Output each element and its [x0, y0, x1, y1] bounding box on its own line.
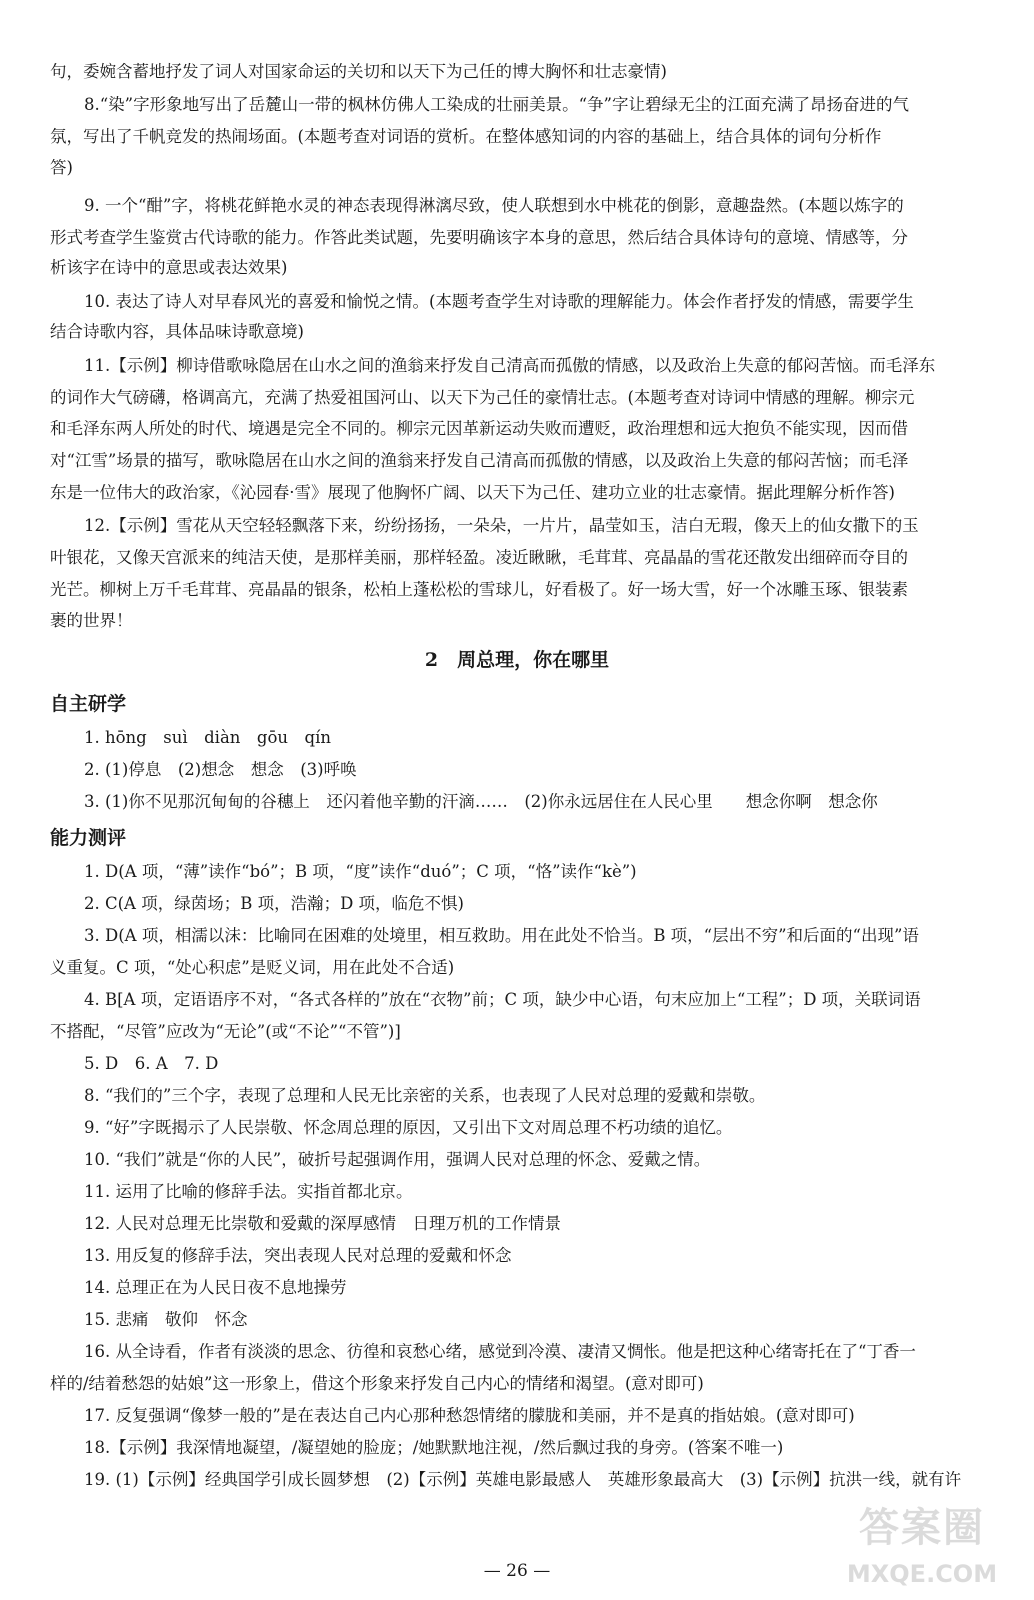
test-answer-1: 1. D(A 项，“薄”读作“bó”；B 项，“度”读作“duó”；C 项，“恪”读作“kè”) — [84, 862, 637, 881]
heading-self-study: 自主研学 — [50, 693, 127, 715]
answer-10: 10. 表达了诗人对早春风光的喜爱和愉悦之情。(本题考查学生对诗歌的理解能力。体会作者抒发的情感，需要学生 — [84, 292, 914, 311]
text-line: 句，委婉含蓄地抒发了词人对国家命运的关切和以天下为己任的博大胸怀和壮志豪情) — [50, 62, 667, 81]
answer-8: 8.“染”字形象地写出了岳麓山一带的枫林仿佛人工染成的壮丽美景。“争”字让碧绿无尘的江面充满了昂扬奋进的气 — [84, 95, 909, 114]
answer-11: 11.【示例】柳诗借歌咏隐居在山水之间的渔翁来抒发自己清高而孤傲的情感，以及政治上失意的郁闷苦恼。而毛泽东 — [84, 356, 936, 375]
test-answer-17: 17. 反复强调“像梦一般的”是在表达自己内心那种愁怨情绪的朦胧和美丽，并不是真的指姑娘。(意对即可) — [84, 1406, 855, 1425]
text-line: 形式考查学生鉴赏古代诗歌的能力。作答此类试题，先要明确该字本身的意思，然后结合具体诗句的意境、情感等，分 — [50, 228, 908, 247]
heading-ability-test: 能力测评 — [50, 827, 127, 849]
watermark-seal: 答案圈 — [859, 1505, 985, 1551]
text-line: 不搭配，“尽管”应改为“无论”(或“不论”“不管”)] — [50, 1022, 401, 1041]
answer-12: 12.【示例】雪花从天空轻轻飘落下来，纷纷扬扬，一朵朵，一片片，晶莹如玉，洁白无瑕，像天上的仙女撒下的玉 — [84, 516, 919, 535]
test-answer-15: 15. 悲痛 敬仰 怀念 — [84, 1310, 248, 1329]
test-answer-14: 14. 总理正在为人民日夜不息地操劳 — [84, 1278, 347, 1297]
test-answer-8: 8. “我们的”三个字，表现了总理和人民无比亲密的关系，也表现了人民对总理的爱戴和崇敬。 — [84, 1086, 766, 1105]
test-answer-2: 2. C(A 项，绿茵场；B 项，浩瀚；D 项，临危不惧) — [84, 894, 464, 913]
self-study-answer-2: 2. (1)停息 (2)想念 想念 (3)呼唤 — [84, 760, 357, 779]
text-line: 的词作大气磅礴，格调高亢，充满了热爱祖国河山、以天下为己任的豪情壮志。(本题考查对诗词中情感的理解。柳宗元 — [50, 388, 915, 407]
test-answer-10: 10. “我们”就是“你的人民”，破折号起强调作用，强调人民对总理的怀念、爱戴之情。 — [84, 1150, 711, 1169]
test-answer-12: 12. 人民对总理无比崇敬和爱戴的深厚感情 日理万机的工作情景 — [84, 1214, 561, 1233]
test-answer-18: 18.【示例】我深情地凝望，/凝望她的脸庞；/她默默地注视，/然后飘过我的身旁。(答案不唯一) — [84, 1438, 784, 1457]
answer-9: 9. 一个“酣”字，将桃花鲜艳水灵的神态表现得淋漓尽致，使人联想到水中桃花的倒影，意趣盎然。(本题以炼字的 — [84, 196, 904, 215]
page-number: — 26 — — [483, 1561, 551, 1581]
test-answer-4: 4. B[A 项，定语语序不对，“各式各样的”放在“衣物”前；C 项，缺少中心语，句末应加上“工程”；D 项，关联词语 — [84, 990, 921, 1009]
test-answer-5-7: 5. D 6. A 7. D — [84, 1054, 219, 1073]
text-line: 答) — [50, 158, 73, 177]
text-line: 裹的世界！ — [50, 611, 133, 630]
test-answer-11: 11. 运用了比喻的修辞手法。实指首都北京。 — [84, 1182, 413, 1201]
test-answer-3: 3. D(A 项，相濡以沫：比喻同在困难的处境里，相互救助。用在此处不恰当。B 项，“层出不穷”和后面的“出现”语 — [84, 926, 919, 945]
test-answer-13: 13. 用反复的修辞手法，突出表现人民对总理的爱戴和怀念 — [84, 1246, 512, 1265]
section-title: 2 周总理，你在哪里 — [424, 649, 610, 671]
text-line: 对“江雪”场景的描写，歌咏隐居在山水之间的渔翁来抒发自己清高而孤傲的情感，以及政治上失意的郁闷苦恼；而毛泽 — [50, 451, 909, 470]
test-answer-9: 9. “好”字既揭示了人民崇敬、怀念周总理的原因，又引出下文对周总理不朽功绩的追忆。 — [84, 1118, 733, 1137]
watermark-logo — [838, 1500, 1008, 1592]
text-line: 结合诗歌内容，具体品味诗歌意境) — [50, 322, 304, 341]
text-line: 叶银花，又像天宫派来的纯洁天使，是那样美丽，那样轻盈。凌近瞅瞅，毛茸茸、亮晶晶的雪花还散发出细碎而夺目的 — [50, 548, 908, 567]
test-answer-16: 16. 从全诗看，作者有淡淡的思念、彷徨和哀愁心绪，感觉到冷漠、凄清又惆怅。他是把这种心绪寄托在了“丁香一 — [84, 1342, 916, 1361]
text-line: 析该字在诗中的意思或表达效果) — [50, 258, 288, 277]
text-line: 东是一位伟大的政治家，《沁园春·雪》展现了他胸怀广阔、以天下为己任、建功立业的壮志豪情。据此理解分析作答) — [50, 483, 895, 502]
text-line: 样的/结着愁怨的姑娘”这一形象上，借这个形象来抒发自己内心的情绪和渴望。(意对即可) — [50, 1374, 704, 1393]
watermark-site: MXQE.COM — [846, 1560, 998, 1588]
text-line: 氛，写出了千帆竞发的热闹场面。(本题考查对词语的赏析。在整体感知词的内容的基础上，结合具体的词句分析作 — [50, 127, 882, 146]
self-study-answer-1: 1. hōng suì diàn gōu qín — [84, 728, 332, 747]
self-study-answer-3: 3. (1)你不见那沉甸甸的谷穗上 还闪着他辛勤的汗滴…… (2)你永远居住在人民心里 想念你啊 想念你 — [84, 792, 878, 811]
test-answer-19: 19. (1)【示例】经典国学引成长圆梦想 (2)【示例】英雄电影最感人 英雄形象最高大 (3)【示例】抗洪一线，就有许 — [84, 1470, 962, 1489]
text-line: 光芒。柳树上万千毛茸茸、亮晶晶的银条，松柏上蓬松松的雪球儿，好看极了。好一场大雪，好一个冰雕玉琢、银装素 — [50, 580, 908, 599]
text-line: 义重复。C 项，“处心积虑”是贬义词，用在此处不合适) — [50, 958, 455, 977]
text-line: 和毛泽东两人所处的时代、境遇是完全不同的。柳宗元因革新运动失败而遭贬，政治理想和远大抱负不能实现，因而借 — [50, 419, 908, 438]
